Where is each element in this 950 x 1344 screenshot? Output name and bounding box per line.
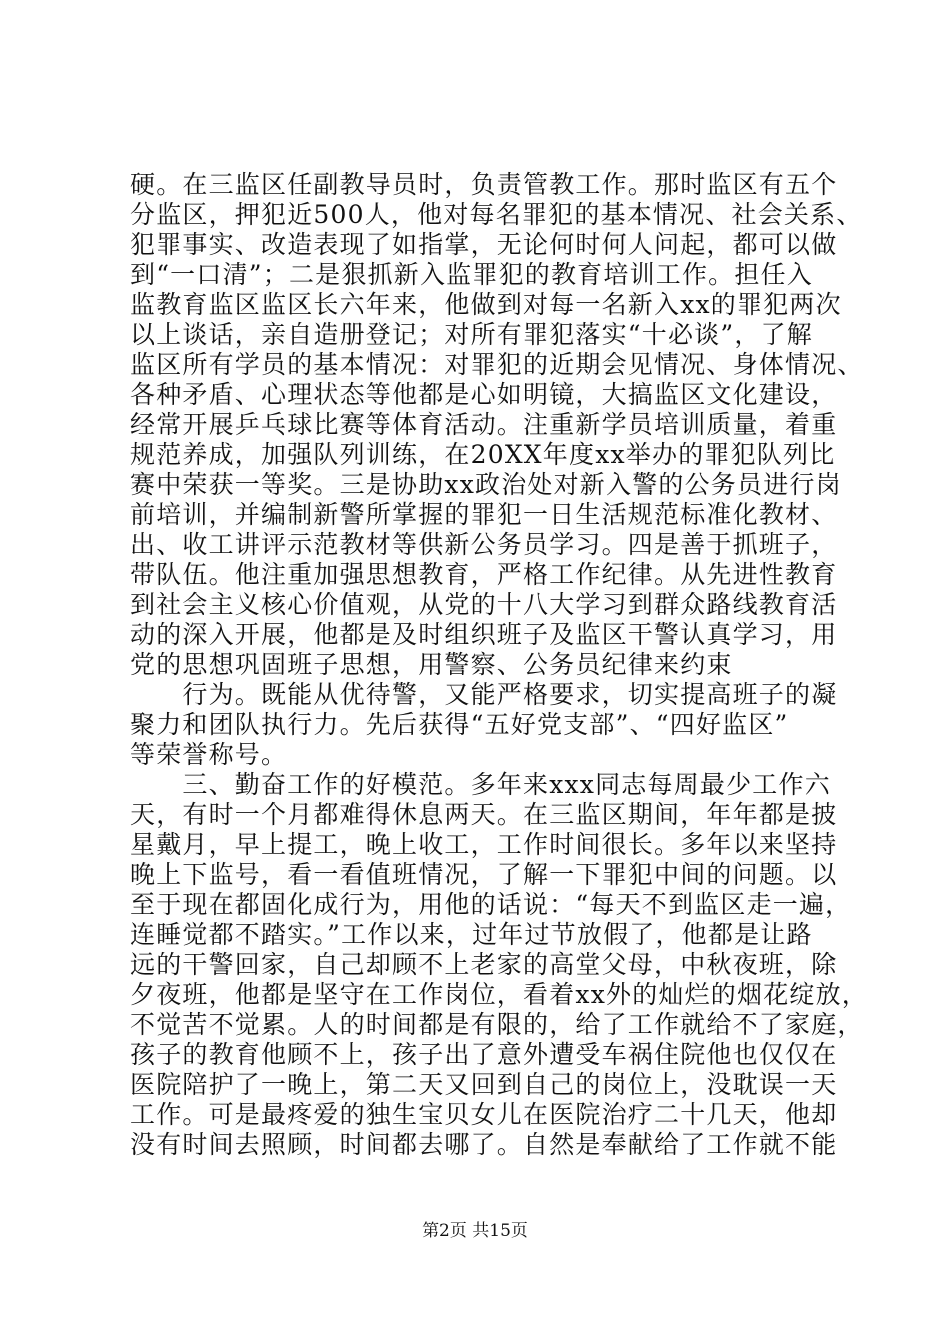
paragraph: [130, 680, 838, 770]
text-line: 动的深入开展，他都是及时组织班子及监区干警认真学习，用: [130, 620, 838, 649]
text-line: 各种矛盾、心理状态等他都是心如明镜，大搞监区文化建设，: [130, 380, 838, 409]
text-line: 带队伍。他注重加强思想教育，严格工作纪律。从先进性教育: [130, 560, 838, 589]
text-line: 赛中荣获一等奖。三是协助xx政治处对新入警的公务员进行岗: [130, 470, 842, 499]
text-line: 规范养成，加强队列训练，在20XX年度xx举办的罪犯队列比: [130, 440, 836, 469]
text-line: 党的思想巩固班子思想，用警察、公务员纪律来约束: [130, 650, 733, 679]
text-line: 孩子的教育他顾不上，孩子出了意外遭受车祸住院他也仅仅在: [130, 1040, 838, 1069]
text-line: 远的干警回家，自己却顾不上老家的高堂父母，中秋夜班，除: [130, 950, 838, 979]
text-line: 工作。可是最疼爱的独生宝贝女儿在医院治疗二十几天，他却: [130, 1100, 838, 1129]
text-line: 到社会主义核心价值观，从党的十八大学习到群众路线教育活: [130, 590, 838, 619]
text-line: 夕夜班，他都是坚守在工作岗位，看着xx外的灿烂的烟花绽放，: [130, 980, 869, 1009]
text-line: 三、勤奋工作的好模范。多年来xxx同志每周最少工作六: [130, 770, 831, 799]
body-text: [130, 170, 869, 1160]
text-line: 医院陪护了一晚上，第二天又回到自己的岗位上，没耽误一天: [130, 1070, 838, 1099]
text-line: 行为。既能从优待警，又能严格要求，切实提高班子的凝: [130, 680, 838, 709]
text-line: 监区所有学员的基本情况：对罪犯的近期会见情况、身体情况、: [130, 350, 864, 379]
text-line: 天，有时一个月都难得休息两天。在三监区期间，年年都是披: [130, 800, 838, 829]
text-line: 等荣誉称号。: [130, 740, 288, 769]
text-line: 前培训，并编制新警所掌握的罪犯一日生活规范标准化教材、: [130, 500, 838, 529]
text-line: 至于现在都固化成行为，用他的话说：“每天不到监区走一遍，: [130, 890, 852, 919]
text-line: 聚力和团队执行力。先后获得“五好党支部”、“四好监区”: [130, 710, 789, 739]
text-line: 不觉苦不觉累。人的时间都是有限的，给了工作就给不了家庭，: [130, 1010, 864, 1039]
paragraph: [130, 170, 864, 680]
text-line: 晚上下监号，看一看值班情况，了解一下罪犯中间的问题。以: [130, 860, 838, 889]
text-line: 出、收工讲评示范教材等供新公务员学习。四是善于抓班子，: [130, 530, 838, 559]
text-line: 没有时间去照顾，时间都去哪了。自然是奉献给了工作就不能: [130, 1130, 838, 1159]
text-line: 硬。在三监区任副教导员时，负责管教工作。那时监区有五个: [130, 170, 838, 199]
text-line: 连睡觉都不踏实。”工作以来，过年过节放假了，他都是让路: [130, 920, 813, 949]
page-footer: 第2页 共15页: [422, 1221, 528, 1241]
text-line: 经常开展乒乓球比赛等体育活动。注重新学员培训质量，着重: [130, 410, 838, 439]
text-line: 分监区，押犯近500人，他对每名罪犯的基本情况、社会关系、: [130, 200, 863, 229]
text-line: 监教育监区监区长六年来，他做到对每一名新入xx的罪犯两次: [130, 290, 842, 319]
text-line: 星戴月，早上提工，晚上收工，工作时间很长。多年以来坚持: [130, 830, 838, 859]
paragraph: [130, 770, 869, 1160]
text-line: 以上谈话，亲自造册登记；对所有罪犯落实“十必谈”，了解: [130, 320, 813, 349]
text-line: 犯罪事实、改造表现了如指掌，无论何时何人问起，都可以做: [130, 230, 838, 259]
text-line: 到“一口清”；二是狠抓新入监罪犯的教育培训工作。担任入: [130, 260, 813, 289]
